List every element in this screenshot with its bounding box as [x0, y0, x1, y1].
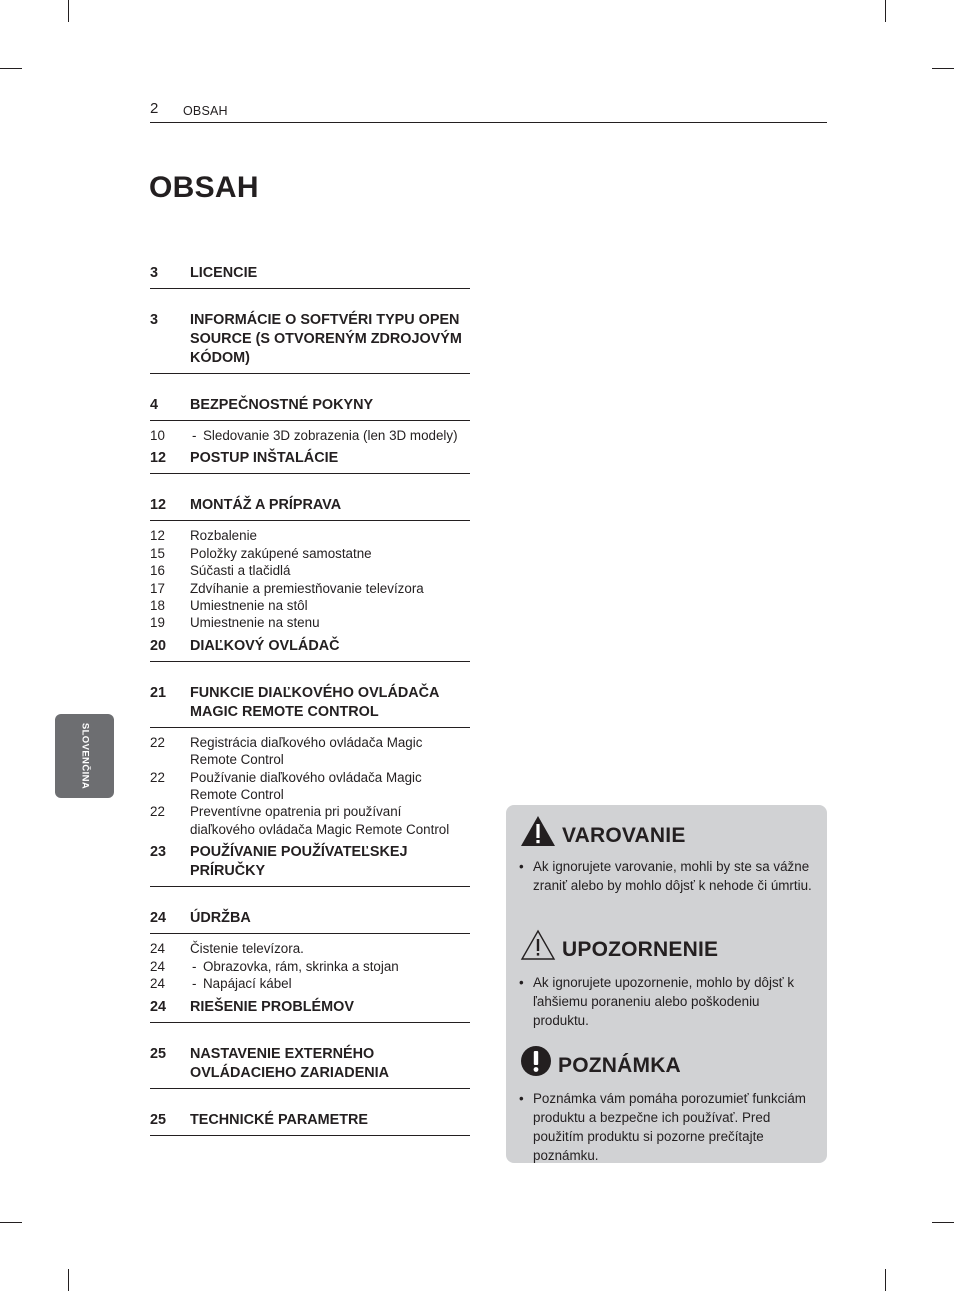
warning-label: VAROVANIE	[562, 824, 686, 847]
toc-section-title: TECHNICKÉ PARAMETRE	[190, 1111, 369, 1128]
toc-section	[150, 998, 470, 1023]
toc-subentry-page: 15	[150, 545, 165, 561]
page-title: OBSAH	[149, 171, 259, 204]
toc-section-title: INFORMÁCIE O SOFTVÉRI TYPU OPEN SOURCE (S OTVORENÝM ZDROJOVÝM KÓDOM)	[190, 312, 462, 366]
toc-subentry: 24 - Obrazovka, rám, skrinka a stojan	[150, 958, 399, 974]
toc-subentry-page: 22	[150, 769, 165, 785]
toc-section-page: 3	[150, 312, 159, 328]
toc-section-title: DIAĽKOVÝ OVLÁDAČ	[190, 637, 340, 654]
toc-subentry	[150, 769, 470, 804]
toc-section	[150, 496, 470, 521]
toc-subentry-page: 22	[150, 734, 165, 750]
toc-subentry-page: 24	[150, 976, 165, 992]
toc-section-page: 25	[150, 1111, 167, 1128]
toc-section	[150, 449, 470, 474]
note-label: POZNÁMKA	[558, 1054, 681, 1077]
toc-section	[150, 1111, 470, 1136]
crop-mark	[885, 1269, 886, 1291]
toc-subentry-title: Položky zakúpené samostatne	[190, 545, 372, 561]
crop-mark	[932, 68, 954, 69]
language-side-tab	[55, 714, 114, 798]
warning-text: • Ak ignorujete varovanie, mohli by ste sa vážne zraniť alebo by mohlo dôjsť k nehode či úmrtiu.	[519, 859, 812, 893]
warning-filled-triangle-icon	[520, 815, 556, 847]
caution-outline-triangle-icon	[520, 929, 556, 961]
toc-subentry: 10 - Sledovanie 3D zobrazenia (len 3D modely)	[150, 428, 458, 443]
toc-subentry-title: Zdvíhanie a premiestňovanie televízora	[190, 580, 424, 596]
toc-subentry	[150, 527, 470, 544]
toc-section-title: BEZPEČNOSTNÉ POKYNY	[190, 397, 374, 413]
toc-subentry-title: Napájací kábel	[203, 976, 292, 992]
toc-section-title: ÚDRŽBA	[190, 910, 251, 927]
toc-section	[150, 396, 470, 421]
toc-section-page: 21	[150, 684, 167, 701]
toc-subentry	[150, 580, 470, 597]
toc-subentry-title: Umiestnenie na stôl	[190, 598, 308, 614]
running-header	[150, 100, 827, 123]
crop-mark	[0, 1222, 22, 1223]
toc-section-page: 20	[150, 637, 167, 654]
toc-section-page: 12	[150, 450, 167, 467]
toc-section-page: 24	[150, 998, 167, 1015]
toc-section-page: 24	[150, 910, 167, 927]
note-heading	[520, 1045, 681, 1077]
toc-section-page: 3	[150, 265, 159, 281]
toc-section-title: RIEŠENIE PROBLÉMOV	[190, 998, 354, 1015]
toc-section-title: LICENCIE	[190, 265, 258, 281]
running-header-title: OBSAH	[183, 104, 228, 118]
toc-section	[150, 264, 470, 289]
toc-subentry	[150, 803, 470, 838]
toc-section-page: 25	[150, 1045, 167, 1062]
toc-section-page: 4	[150, 397, 159, 413]
toc-section	[150, 684, 470, 728]
toc-subentry-title: Čistenie televízora.	[190, 941, 304, 957]
toc-section	[150, 843, 470, 887]
toc-subentry-page: 17	[150, 580, 165, 596]
toc-subentry-page: 12	[150, 528, 165, 544]
toc-section-title: NASTAVENIE EXTERNÉHO OVLÁDACIEHO ZARIADENIA	[190, 1045, 390, 1081]
toc-subentry-page: 22	[150, 804, 165, 820]
warning-heading	[520, 815, 686, 847]
toc-section-page: 12	[150, 497, 167, 514]
toc-subentry-title: Súčasti a tlačidlá	[190, 563, 291, 579]
toc-subentry	[150, 597, 470, 614]
crop-mark	[0, 68, 22, 69]
toc-section-title: POSTUP INŠTALÁCIE	[190, 450, 339, 467]
toc-subentry-title: Používanie diaľkového ovládača Magic Remote Control	[190, 769, 422, 803]
toc-subentry: 24 - Napájací kábel	[150, 976, 292, 992]
toc-subentry-page: 19	[150, 615, 165, 631]
toc-subentry	[150, 545, 470, 562]
caution-label: UPOZORNENIE	[562, 938, 719, 961]
toc-section	[150, 311, 470, 374]
toc-section	[150, 909, 470, 934]
toc-subentry	[150, 614, 470, 631]
crop-mark	[68, 1269, 69, 1291]
toc-subentry-page: 10	[150, 428, 165, 443]
page-number: 2	[150, 100, 159, 117]
toc-subentry-page: 16	[150, 563, 165, 579]
caution-heading	[520, 929, 718, 961]
note-text: • Poznámka vám pomáha porozumieť funkciám produktu a bezpečne ich používať. Pred použitím produktu si pozorne prečítajte poznámku.	[519, 1091, 806, 1163]
notice-box	[506, 805, 827, 1163]
toc-subentry-title: Umiestnenie na stenu	[190, 615, 320, 631]
toc-section	[150, 637, 470, 662]
language-label: SLOVENČINA	[79, 722, 90, 790]
table-of-contents	[150, 264, 470, 1136]
toc-subentry-page: 24	[150, 941, 165, 957]
toc-subentry-title: Preventívne opatrenia pri používaní diaľkového ovládača Magic Remote Control	[190, 804, 450, 837]
toc-subentry-page: 24	[150, 958, 165, 974]
crop-mark	[932, 1222, 954, 1223]
note-exclamation-circle-icon	[520, 1045, 552, 1077]
caution-text: • Ak ignorujete upozornenie, mohlo by dôjsť k ľahšiemu poraneniu alebo poškodeniu produktu.	[519, 975, 795, 1028]
toc-section-title: MONTÁŽ A PRÍPRAVA	[190, 497, 342, 514]
toc-section-title: POUŽÍVANIE POUŽÍVATEĽSKEJ PRÍRUČKY	[190, 844, 408, 880]
toc-subentry	[150, 562, 470, 579]
toc-section	[150, 1045, 470, 1089]
toc-subentry	[150, 734, 470, 769]
toc-subentry-title: Sledovanie 3D zobrazenia (len 3D modely)	[203, 428, 458, 443]
toc-section-page: 23	[150, 844, 167, 861]
toc-subentry-page: 18	[150, 598, 165, 614]
toc-subentry	[150, 940, 470, 957]
crop-mark	[885, 0, 886, 22]
toc-subentry-title: Registrácia diaľkového ovládača Magic Remote Control	[190, 734, 423, 768]
toc-section-title: FUNKCIE DIAĽKOVÉHO OVLÁDAČA MAGIC REMOTE CONTROL	[190, 684, 439, 720]
toc-subentry-title: Obrazovka, rám, skrinka a stojan	[203, 958, 399, 974]
toc-subentry-title: Rozbalenie	[190, 528, 257, 544]
crop-mark	[68, 0, 69, 22]
